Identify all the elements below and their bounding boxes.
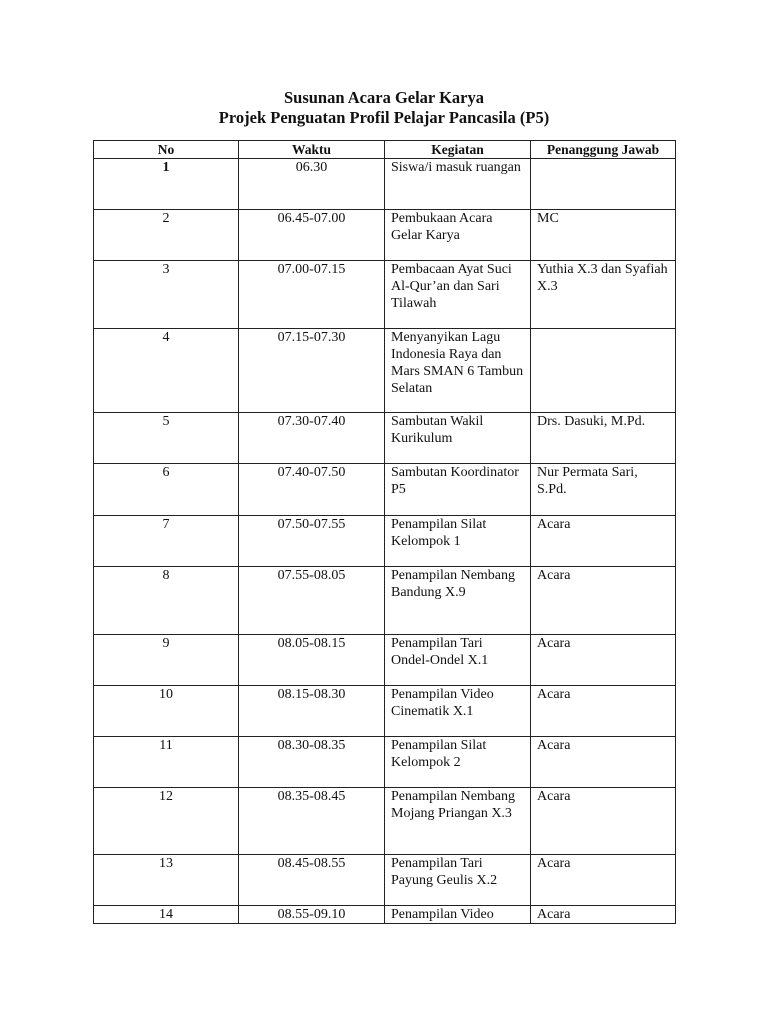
column-header-penanggung-jawab: Penanggung Jawab xyxy=(531,141,676,159)
table-row xyxy=(94,464,676,516)
cell-no: 14 xyxy=(94,906,239,924)
table-row xyxy=(94,788,676,855)
cell-no: 7 xyxy=(94,516,239,567)
table-row xyxy=(94,635,676,686)
cell-waktu: 07.15-07.30 xyxy=(239,329,385,413)
cell-penanggung-jawab: Acara xyxy=(531,737,676,788)
cell-waktu: 07.40-07.50 xyxy=(239,464,385,516)
table-row xyxy=(94,329,676,413)
cell-kegiatan: Penampilan Video xyxy=(385,906,531,924)
cell-waktu: 08.15-08.30 xyxy=(239,686,385,737)
table-row xyxy=(94,516,676,567)
cell-waktu: 06.45-07.00 xyxy=(239,210,385,261)
cell-waktu: 06.30 xyxy=(239,159,385,210)
table-row xyxy=(94,413,676,464)
cell-kegiatan: Pembacaan Ayat Suci Al-Qur’an dan Sari Tilawah xyxy=(385,261,531,329)
cell-penanggung-jawab: Acara xyxy=(531,567,676,635)
cell-kegiatan: Sambutan Koordinator P5 xyxy=(385,464,531,516)
cell-penanggung-jawab: Acara xyxy=(531,906,676,924)
cell-kegiatan: Penampilan Nembang Bandung X.9 xyxy=(385,567,531,635)
document-subtitle: Projek Penguatan Profil Pelajar Pancasila (P5) xyxy=(218,108,550,127)
table-row xyxy=(94,855,676,906)
cell-no: 11 xyxy=(94,737,239,788)
cell-waktu: 07.55-08.05 xyxy=(239,567,385,635)
cell-kegiatan: Penampilan Silat Kelompok 2 xyxy=(385,737,531,788)
cell-penanggung-jawab: Acara xyxy=(531,788,676,855)
table-row xyxy=(94,159,676,210)
column-header-waktu: Waktu xyxy=(239,141,385,159)
cell-penanggung-jawab: Acara xyxy=(531,686,676,737)
cell-no: 5 xyxy=(94,413,239,464)
table-row xyxy=(94,686,676,737)
cell-waktu: 08.35-08.45 xyxy=(239,788,385,855)
cell-penanggung-jawab: MC xyxy=(531,210,676,261)
cell-no: 2 xyxy=(94,210,239,261)
cell-kegiatan: Penampilan Nembang Mojang Priangan X.3 xyxy=(385,788,531,855)
cell-no: 10 xyxy=(94,686,239,737)
cell-penanggung-jawab: Acara xyxy=(531,855,676,906)
cell-penanggung-jawab: Yuthia X.3 dan Syafiah X.3 xyxy=(531,261,676,329)
cell-no: 1 xyxy=(94,159,239,210)
table-row xyxy=(94,737,676,788)
cell-kegiatan: Siswa/i masuk ruangan xyxy=(385,159,531,210)
cell-penanggung-jawab xyxy=(531,159,676,210)
cell-penanggung-jawab: Drs. Dasuki, M.Pd. xyxy=(531,413,676,464)
cell-penanggung-jawab xyxy=(531,329,676,413)
cell-penanggung-jawab: Nur Permata Sari, S.Pd. xyxy=(531,464,676,516)
table-row xyxy=(94,261,676,329)
cell-no: 8 xyxy=(94,567,239,635)
cell-kegiatan: Sambutan Wakil Kurikulum xyxy=(385,413,531,464)
cell-no: 13 xyxy=(94,855,239,906)
table-row xyxy=(94,567,676,635)
cell-kegiatan: Penampilan Tari Payung Geulis X.2 xyxy=(385,855,531,906)
table-row xyxy=(94,906,676,924)
cell-waktu: 08.05-08.15 xyxy=(239,635,385,686)
cell-no: 3 xyxy=(94,261,239,329)
cell-no: 4 xyxy=(94,329,239,413)
cell-kegiatan: Penampilan Video Cinematik X.1 xyxy=(385,686,531,737)
column-header-no: No xyxy=(94,141,239,159)
cell-waktu: 07.50-07.55 xyxy=(239,516,385,567)
cell-kegiatan: Pembukaan Acara Gelar Karya xyxy=(385,210,531,261)
cell-no: 6 xyxy=(94,464,239,516)
cell-kegiatan: Menyanyikan Lagu Indonesia Raya dan Mars SMAN 6 Tambun Selatan xyxy=(385,329,531,413)
table-header-row xyxy=(94,141,676,159)
cell-kegiatan: Penampilan Tari Ondel-Ondel X.1 xyxy=(385,635,531,686)
cell-penanggung-jawab: Acara xyxy=(531,635,676,686)
cell-kegiatan: Penampilan Silat Kelompok 1 xyxy=(385,516,531,567)
cell-no: 12 xyxy=(94,788,239,855)
cell-waktu: 08.30-08.35 xyxy=(239,737,385,788)
cell-waktu: 08.45-08.55 xyxy=(239,855,385,906)
cell-no: 9 xyxy=(94,635,239,686)
cell-waktu: 08.55-09.10 xyxy=(239,906,385,924)
schedule-table xyxy=(93,140,676,924)
document-title: Susunan Acara Gelar Karya xyxy=(283,88,484,107)
column-header-kegiatan: Kegiatan xyxy=(385,141,531,159)
cell-penanggung-jawab: Acara xyxy=(531,516,676,567)
cell-waktu: 07.30-07.40 xyxy=(239,413,385,464)
table-row xyxy=(94,210,676,261)
cell-waktu: 07.00-07.15 xyxy=(239,261,385,329)
